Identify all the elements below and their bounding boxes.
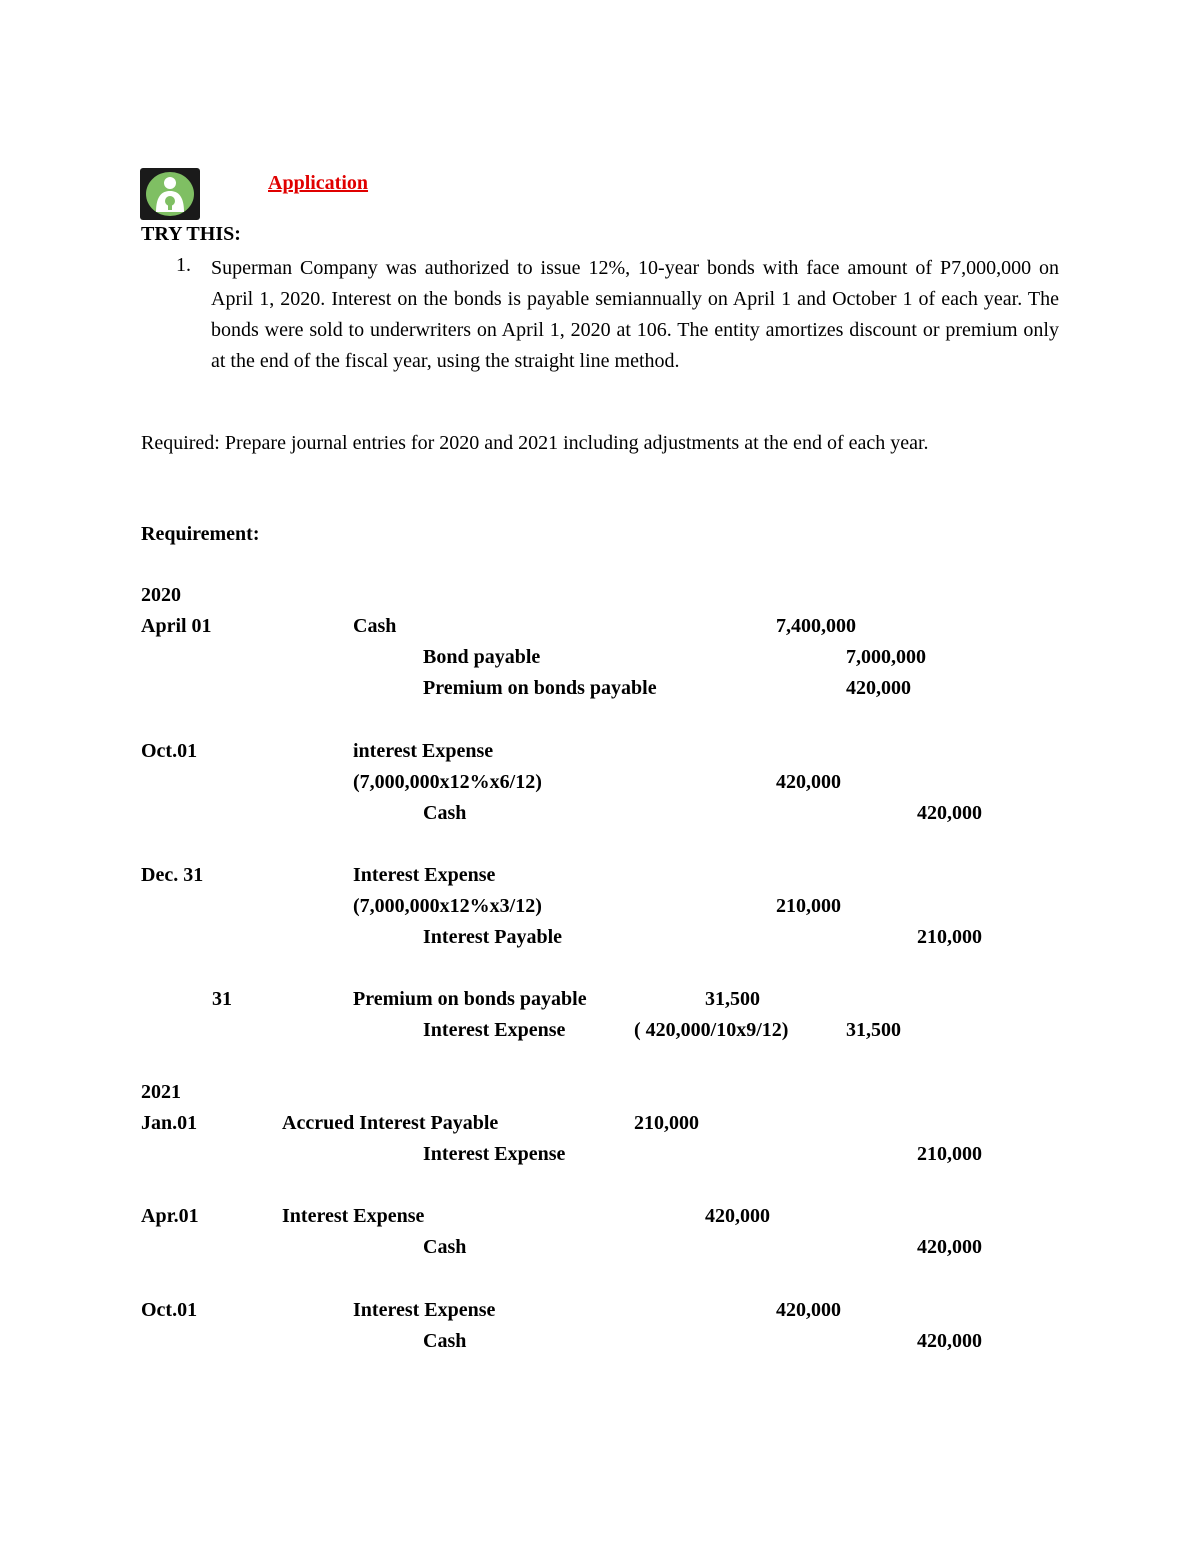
- credit-amount: 7,000,000: [846, 646, 926, 668]
- credit-account: Cash: [423, 1330, 467, 1352]
- debit-account: Interest Expense: [282, 1205, 425, 1227]
- debit-account: Accrued Interest Payable: [282, 1112, 499, 1134]
- calculation: (7,000,000x12%x3/12): [353, 895, 542, 917]
- person-with-lightbulb-icon: [140, 168, 200, 220]
- credit-amount: 420,000: [917, 1330, 982, 1352]
- debit-account: Interest Expense: [353, 1299, 496, 1321]
- section-title: Application: [268, 172, 369, 194]
- credit-amount: 420,000: [917, 802, 982, 824]
- credit-account: Cash: [423, 1236, 467, 1258]
- year-2020: 2020: [141, 584, 181, 606]
- problem-text: Superman Company was authorized to issue 12%, 10-year bonds with face amount of P7,000,000 on April 1, 2020. Interest on the bonds is payable semiannually on April 1 and October 1 of each year. The bonds were sold to underwriters on April 1, 2020 at 106. The entity amortizes discount or premium only at the end of the fiscal year, using the straight line method.: [211, 257, 1059, 372]
- debit-account: Interest Expense: [353, 864, 496, 886]
- required-text: Required: Prepare journal entries for 2020 and 2021 including adjustments at the end of each year.: [141, 432, 929, 454]
- entry-date: Jan.01: [141, 1112, 198, 1134]
- credit-account: Bond payable: [423, 646, 541, 668]
- credit-account: Interest Expense: [423, 1019, 566, 1041]
- credit-amount: 420,000: [917, 1236, 982, 1258]
- debit-amount: 7,400,000: [776, 615, 856, 637]
- credit-account: Premium on bonds payable: [423, 677, 657, 699]
- debit-amount: 210,000: [776, 895, 841, 917]
- calculation: (7,000,000x12%x6/12): [353, 771, 542, 793]
- entry-date: 31: [212, 988, 232, 1010]
- debit-amount: 210,000: [634, 1112, 699, 1134]
- debit-amount: 31,500: [705, 988, 760, 1010]
- problem-number: 1.: [176, 254, 191, 276]
- debit-account: Cash: [353, 615, 397, 637]
- credit-amount: 210,000: [917, 1143, 982, 1165]
- entry-date: Oct.01: [141, 740, 198, 762]
- credit-account: Interest Payable: [423, 926, 563, 948]
- debit-account: Premium on bonds payable: [353, 988, 587, 1010]
- entry-date: Dec. 31: [141, 864, 204, 886]
- credit-amount: 210,000: [917, 926, 982, 948]
- entry-date: Oct.01: [141, 1299, 198, 1321]
- debit-amount: 420,000: [705, 1205, 770, 1227]
- credit-amount: 31,500: [846, 1019, 901, 1041]
- try-this-label: TRY THIS:: [141, 223, 241, 245]
- year-2021: 2021: [141, 1081, 181, 1103]
- debit-account: interest Expense: [353, 740, 494, 762]
- debit-amount: 420,000: [776, 1299, 841, 1321]
- debit-amount: 420,000: [776, 771, 841, 793]
- calculation: ( 420,000/10x9/12): [634, 1019, 789, 1041]
- entry-date: Apr.01: [141, 1205, 199, 1227]
- credit-amount: 420,000: [846, 677, 911, 699]
- requirement-label: Requirement:: [141, 523, 260, 545]
- credit-account: Cash: [423, 802, 467, 824]
- entry-date: April 01: [141, 615, 212, 637]
- credit-account: Interest Expense: [423, 1143, 566, 1165]
